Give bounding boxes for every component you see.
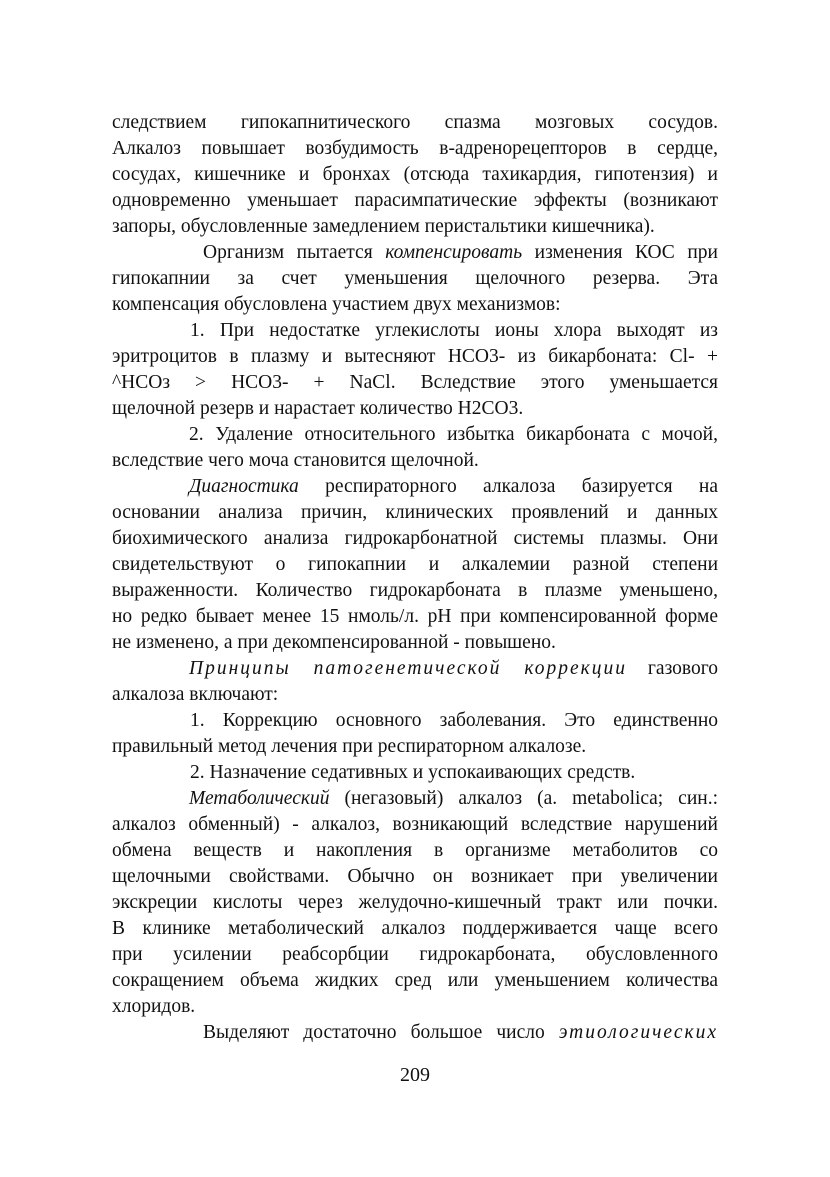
text-run: респираторного алкалоза базируется на bbox=[298, 476, 718, 497]
italic-term: Принципы патогенетической коррекции bbox=[189, 658, 627, 679]
text-run: Выделяют достаточно большое число bbox=[203, 1022, 559, 1043]
text-line bbox=[112, 786, 718, 812]
text-line: не изменено, а при декомпенсированной - повышено. bbox=[112, 632, 556, 653]
text-line: биохимического анализа гидрокарбонатной системы плазмы. Они bbox=[112, 528, 718, 549]
text-line bbox=[112, 1020, 718, 1046]
text-line bbox=[112, 474, 718, 500]
text-line: выраженности. Количество гидрокарбоната в плазме уменьшено, bbox=[112, 580, 718, 601]
text-line: гипокапнии за счет уменьшения щелочного резерва. Эта bbox=[112, 268, 718, 289]
text-line: сосудах, кишечнике и бронхах (отсюда тахикардия, гипотензия) и bbox=[112, 164, 718, 185]
text-run: (негазовый) алкалоз (a. metabolica; син.: bbox=[329, 788, 718, 809]
text-line: экскреции кислоты через желудочно-кишечный тракт или почки. bbox=[112, 892, 718, 913]
page-body bbox=[112, 110, 718, 1046]
text-run: газового bbox=[626, 658, 718, 679]
text-line: щелочными свойствами. Обычно он возникает при увеличении bbox=[112, 866, 718, 887]
text-line: сокращением объема жидких сред или уменьшением количества bbox=[112, 970, 718, 991]
text-line: одновременно уменьшает парасимпатические эффекты (возникают bbox=[112, 190, 718, 211]
text-line: эритроцитов в плазму и вытесняют НСО3- из бикарбоната: Cl- + bbox=[112, 346, 718, 367]
text-line: Алкалоз повышает возбудимость в-адренорецепторов в сердце, bbox=[112, 138, 718, 159]
text-line: В клинике метаболический алкалоз поддерживается чаще всего bbox=[112, 918, 718, 939]
text-line: компенсация обусловлена участием двух механизмов: bbox=[112, 294, 561, 315]
page-number: 209 bbox=[400, 1064, 430, 1086]
text-line: запоры, обусловленные замедлением перистальтики кишечника). bbox=[112, 216, 655, 237]
text-line: свидетельствуют о гипокапнии и алкалемии разной степени bbox=[112, 554, 718, 575]
text-line: основании анализа причин, клинических проявлений и данных bbox=[112, 502, 718, 523]
text-line bbox=[112, 656, 718, 682]
italic-term: Метаболический bbox=[189, 788, 330, 809]
text-line: 1. Коррекцию основного заболевания. Это единственно bbox=[190, 710, 718, 731]
text-line: обмена веществ и накопления в организме метаболитов со bbox=[112, 840, 718, 861]
text-line: 2. Назначение седативных и успокаивающих средств. bbox=[190, 762, 636, 783]
text-line bbox=[112, 240, 718, 266]
italic-term: Диагностика bbox=[189, 476, 299, 497]
text-line: щелочной резерв и нарастает количество Н2СО3. bbox=[112, 398, 524, 419]
italic-term: этиологических bbox=[558, 1022, 718, 1043]
text-line: ^НСОз > НСО3- + NaCl. Вследствие этого уменьшается bbox=[112, 372, 718, 393]
text-line: вследствие чего моча становится щелочной. bbox=[112, 450, 479, 471]
text-line: хлоридов. bbox=[112, 996, 196, 1017]
text-line: 1. При недостатке углекислоты ионы хлора выходят из bbox=[190, 320, 718, 341]
text-line: при усилении реабсорбции гидрокарбоната, обусловленного bbox=[112, 944, 718, 965]
italic-term: компенсировать bbox=[385, 242, 523, 263]
text-run: изменения КОС при bbox=[522, 242, 718, 263]
text-run: Организм пытается bbox=[203, 242, 386, 263]
text-line: следствием гипокапнитического спазма мозговых сосудов. bbox=[112, 112, 718, 133]
text-line: но редко бывает менее 15 нмоль/л. pH при компенсированной форме bbox=[112, 606, 718, 627]
text-line: алкалоза включают: bbox=[112, 684, 279, 705]
text-line: правильный метод лечения при респираторном алкалозе. bbox=[112, 736, 587, 757]
text-line: алкалоз обменный) - алкалоз, возникающий вследствие нарушений bbox=[112, 814, 718, 835]
text-line: 2. Удаление относительного избытка бикарбоната с мочой, bbox=[189, 424, 718, 445]
